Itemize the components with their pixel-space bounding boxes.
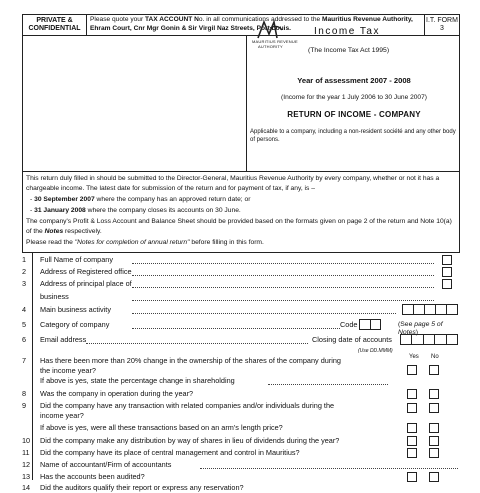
tax-return-page (22, 14, 460, 492)
closing-date-boxes[interactable] (400, 334, 458, 345)
q13-label: Has the accounts been audited? (40, 472, 145, 481)
q1-number: 1 (22, 255, 27, 264)
message-pre: Please quote your (90, 16, 145, 23)
q4-number: 4 (22, 305, 27, 314)
see-italic: page 5 of Notes (398, 321, 443, 337)
q4-label: Main business activity (40, 305, 111, 314)
q9-label3: If above is yes, were all these transactions based on an arm's length price? (40, 423, 283, 432)
q11-no-box[interactable] (429, 448, 439, 458)
q9-no-box[interactable] (429, 403, 439, 413)
see-pre: (See (398, 321, 415, 328)
q7-no-box[interactable] (429, 365, 439, 375)
q3-label2: business (40, 292, 69, 301)
q7-number: 7 (22, 356, 27, 365)
code-label: Code (340, 320, 358, 329)
q11-label: Did the company have its place of central management and control in Mauritius? (40, 448, 300, 457)
income-tax-title: Income Tax (314, 26, 380, 37)
q13-yes-box[interactable] (407, 472, 417, 482)
deadline-2-date: 31 January 2008 (34, 207, 86, 215)
q3-label: Address of principal place of (40, 279, 132, 288)
p2-post: respectively. (63, 228, 102, 236)
p2-notes: Notes (44, 228, 64, 236)
header-band (22, 14, 460, 36)
top-block (22, 36, 460, 172)
q7-label3: If above is yes, state the percentage change in shareholding (40, 376, 235, 385)
email-field[interactable] (86, 336, 308, 344)
instructions-p2 (26, 217, 456, 236)
see-end: ) (415, 329, 419, 337)
return-title: RETURN OF INCOME - COMPANY (287, 110, 421, 119)
company-name-field[interactable] (132, 256, 434, 264)
mra-emblem-icon (256, 20, 284, 40)
q1-checkbox[interactable] (442, 255, 452, 265)
q7-label: Has there been more than 20% change in the ownership of the shares of the company during (40, 356, 341, 365)
number-column-divider (32, 253, 33, 480)
q9-number: 9 (22, 401, 27, 410)
q1-label: Full Name of company (40, 255, 113, 264)
category-code-boxes[interactable] (359, 319, 381, 330)
form-id: I.T. FORM 3 (426, 16, 458, 32)
q13-no-box[interactable] (429, 472, 439, 482)
q14-label: Did the auditors qualify their report or express any reservation? (40, 483, 244, 492)
deadline-2-text: where the company closes its accounts on 30 June. (85, 207, 241, 215)
instructions (22, 172, 460, 253)
deadline-1: - 30 September 2007 where the company has an approved return date; or (30, 195, 251, 203)
message-address: Mauritius Revenue Authority, Ehram Court, Cnr Mgr Gonin & Sir Virgil Naz Streets, Port Louis. (90, 16, 413, 32)
q8-number: 8 (22, 389, 27, 398)
shareholding-change-field[interactable] (268, 377, 388, 385)
q6-label: Email address (40, 335, 87, 344)
q7-yes-box[interactable] (407, 365, 417, 375)
year-of-assessment: Year of assessment 2007 - 2008 (297, 76, 411, 85)
q12-number: 12 (22, 460, 31, 469)
p3-post: before filling in this form. (189, 239, 264, 247)
q2-checkbox[interactable] (442, 267, 452, 277)
taxpayer-address-area[interactable] (23, 36, 247, 171)
q13-number: 13 (22, 472, 31, 481)
q8-no-box[interactable] (429, 389, 439, 399)
q5-number: 5 (22, 320, 27, 329)
instructions-p3 (26, 238, 456, 248)
date-format-hint: (Use DD.MMM) (358, 348, 393, 354)
confidential-label (23, 15, 87, 35)
q9-label: Did the company have any transaction with related companies and/or individuals during the (40, 401, 335, 410)
confidential-line1: PRIVATE & (36, 16, 73, 24)
deadline-1-date: 30 September 2007 (34, 195, 95, 203)
q2-label: Address of Registered office (40, 267, 132, 276)
q9-yes-box[interactable] (407, 403, 417, 413)
registered-office-field[interactable] (132, 268, 434, 276)
q5-label: Category of company (40, 320, 110, 329)
q9b-no-box[interactable] (429, 423, 439, 433)
q8-yes-box[interactable] (407, 389, 417, 399)
category-field[interactable] (132, 321, 340, 329)
logo-line1: MAURITIUS REVENUE (252, 39, 298, 44)
p3-italic: "Notes for completion of annual return" (74, 239, 190, 247)
deadline-1-text: where the company has an approved return date; or (94, 195, 251, 203)
q11-yes-box[interactable] (407, 448, 417, 458)
principal-place-field[interactable] (132, 280, 434, 288)
q10-yes-box[interactable] (407, 436, 417, 446)
yes-header: Yes (409, 354, 419, 360)
confidential-line2: CONFIDENTIAL (28, 25, 81, 32)
logo-line2: AUTHORITY (258, 43, 283, 49)
q12-label: Name of accountant/Firm of accountants (40, 460, 172, 469)
q7-label2: the income year? (40, 366, 96, 375)
business-activity-field[interactable] (132, 306, 396, 314)
accountant-field[interactable] (200, 461, 458, 469)
q9b-yes-box[interactable] (407, 423, 417, 433)
q2-number: 2 (22, 267, 27, 276)
income-year: (Income for the year 1 July 2006 to 30 June 2007) (281, 94, 427, 101)
message-bold: TAX ACCOUNT N (145, 16, 199, 23)
p2-pre: The company's Profit & Loss Account and Balance Sheet should be provided based on the formats given on page 2 of the return and Note 10(a) of the (26, 218, 452, 236)
no-header: No (431, 354, 439, 360)
q6-number: 6 (22, 335, 27, 344)
deadline-2: - 31 January 2008 where the company closes its accounts on 30 June. (30, 207, 241, 215)
q10-label: Did the company make any distribution by way of shares in lieu of dividends during the year? (40, 436, 340, 445)
mra-logo (252, 20, 306, 54)
q14-number: 14 (22, 483, 31, 492)
p3-pre: Please read the (26, 239, 75, 247)
closing-date-label: Closing date of accounts (312, 335, 392, 344)
q10-number: 10 (22, 436, 31, 445)
q3-checkbox[interactable] (442, 279, 452, 289)
act-reference: (The Income Tax Act 1995) (308, 47, 390, 54)
q3-number: 3 (22, 279, 27, 288)
principal-place-field-2[interactable] (132, 293, 434, 301)
instructions-p1: This return duly filled in should be submitted to the Director-General, Mauritius Revenue Authority by every company, whether or not it has a chargeable income. The latest date for submission of the return and for payment of tax, if any, is – (26, 175, 440, 192)
q9-label2: income year? (40, 411, 84, 420)
q8-label: Was the company in operation during the year? (40, 389, 194, 398)
activity-code-boxes[interactable] (402, 304, 458, 315)
q10-no-box[interactable] (429, 436, 439, 446)
q11-number: 11 (22, 448, 30, 457)
message-post: o. in all communications addressed to the (198, 16, 323, 23)
applicability-note: Applicable to a company, including a non-resident société and any other body of persons. (250, 129, 456, 144)
